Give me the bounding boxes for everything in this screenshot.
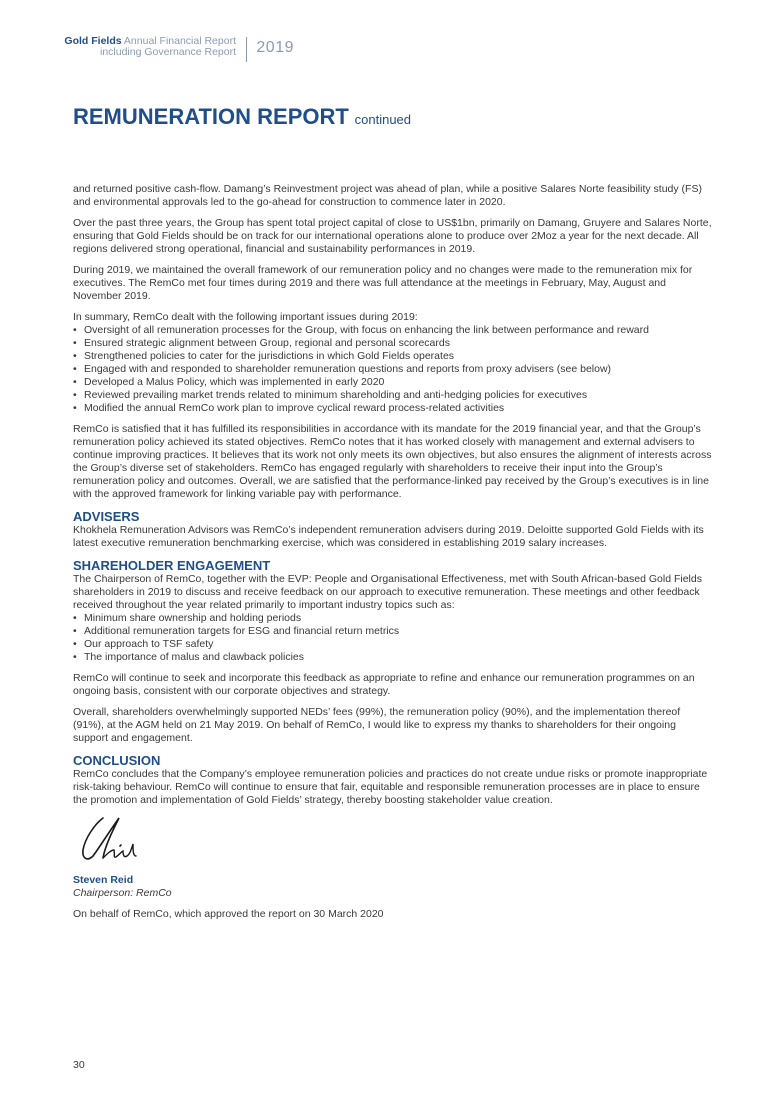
report-header-text: [64, 36, 236, 58]
list-item: • Modified the annual RemCo work plan to improve cyclical reward process-related activities: [73, 402, 713, 415]
paragraph: Over the past three years, the Group has spent total project capital of close to US$1bn, primarily on Damang, Gruyere and Salares Norte, ensuring that Gold Fields should be on track for our international operations alone to produce over 2Moz a year for the next decade. All regions delivered strong operational, financial and sustainability performances in 2019.: [73, 217, 712, 255]
section-heading-conclusion: CONCLUSION: [73, 753, 161, 768]
list-item: • Developed a Malus Policy, which was implemented in early 2020: [73, 376, 713, 389]
signature-block: [73, 810, 473, 921]
list-item: • Ensured strategic alignment between Group, regional and personal scorecards: [73, 337, 713, 350]
paragraph: RemCo is satisfied that it has fulfilled its responsibilities in accordance with its mandate for the 2019 financial year, and that the Group’s remuneration policy achieved its stated objectives. RemCo notes that it has worked closely with management and external advisers to continue improving practices. It believes that its work not only meets its own objectives, but also ensures the alignment of interests across the Group’s diverse set of stakeholders. RemCo has engaged regularly with shareholders to receive their input into the Group’s remuneration policy and outcomes. Overall, we are satisfied that the performance-linked pay received by the Group’s executives is in line with the approved framework for linking variable pay with performance.: [73, 423, 712, 500]
paragraph: and returned positive cash-flow. Damang’s Reinvestment project was ahead of plan, while a positive Salares Norte feasibility study (FS) and environmental approvals led to the go-ahead for construction to commence later in 2020.: [73, 183, 702, 208]
list-item: • The importance of malus and clawback policies: [73, 651, 713, 664]
paragraph: Khokhela Remuneration Advisors was RemCo’s independent remuneration advisers during 2019. Deloitte supported Gold Fields with its latest executive remuneration benchmarking exercise, which was considered in establishing 2019 salary increases.: [73, 524, 704, 549]
list-item: • Oversight of all remuneration processes for the Group, with focus on enhancing the link between performance and reward: [73, 324, 713, 337]
section-heading-advisers: ADVISERS: [73, 509, 140, 524]
list-item: • Our approach to TSF safety: [73, 638, 713, 651]
report-title-line1: Annual Financial Report: [123, 35, 236, 47]
report-title-line2: including Governance Report: [100, 46, 236, 58]
topics-list: [73, 612, 713, 664]
page-title: [73, 104, 411, 130]
section-heading-shareholder-engagement: SHAREHOLDER ENGAGEMENT: [73, 558, 271, 573]
paragraph: RemCo will continue to seek and incorporate this feedback as appropriate to refine and enhance our remuneration programmes on an ongoing basis, consistent with our corporate objectives and strategy.: [73, 672, 695, 697]
header-divider: [246, 37, 247, 62]
list-item: • Reviewed prevailing market trends related to minimum shareholding and anti-hedging policies for executives: [73, 389, 713, 402]
paragraph: In summary, RemCo dealt with the following important issues during 2019:: [73, 311, 418, 323]
signatory-name: Steven Reid: [73, 874, 134, 886]
list-item: • Engaged with and responded to shareholder remuneration questions and reports from proxy advisers (see below): [73, 363, 713, 376]
report-year: 2019: [256, 39, 294, 56]
list-item: • Additional remuneration targets for ESG and financial return metrics: [73, 625, 713, 638]
issues-list: [73, 324, 713, 415]
report-body: [73, 183, 713, 815]
approval-note: On behalf of RemCo, which approved the report on 30 March 2020: [73, 908, 384, 920]
paragraph: During 2019, we maintained the overall framework of our remuneration policy and no changes were made to the remuneration mix for executives. The RemCo met four times during 2019 and there was full attendance at the meetings in February, May, August and November 2019.: [73, 264, 693, 302]
list-item: • Strengthened policies to cater for the jurisdictions in which Gold Fields operates: [73, 350, 713, 363]
report-header: [64, 36, 294, 76]
paragraph: RemCo concludes that the Company’s employee remuneration policies and practices do not create undue risks or promote inappropriate risk-taking behaviour. RemCo will continue to ensure that fair, equitable and responsible remuneration processes are in place to ensure the promotion and implementation of Gold Fields’ strategy, thereby boosting stakeholder value creation.: [73, 768, 708, 806]
page-number: 30: [73, 1059, 85, 1071]
page-title-suffix: continued: [354, 112, 412, 127]
brand-name: Gold Fields: [64, 35, 122, 47]
paragraph: The Chairperson of RemCo, together with the EVP: People and Organisational Effectiveness, met with South African-based Gold Fields shareholders in 2019 to discuss and receive feedback on our approach to executive remuneration. These meetings and other feedback received throughout the year related primarily to important industry topics such as:: [73, 573, 702, 611]
list-item: • Minimum share ownership and holding periods: [73, 612, 713, 625]
page-title-main: REMUNERATION REPORT: [73, 104, 349, 129]
handwritten-signature: [73, 810, 473, 870]
signatory-role: Chairperson: RemCo: [73, 887, 172, 899]
paragraph: Overall, shareholders overwhelmingly supported NEDs’ fees (99%), the remuneration policy (90%), and the implementation thereof (91%), at the AGM held on 21 May 2019. On behalf of RemCo, I would like to express my thanks to shareholders for their ongoing support and engagement.: [73, 706, 681, 744]
